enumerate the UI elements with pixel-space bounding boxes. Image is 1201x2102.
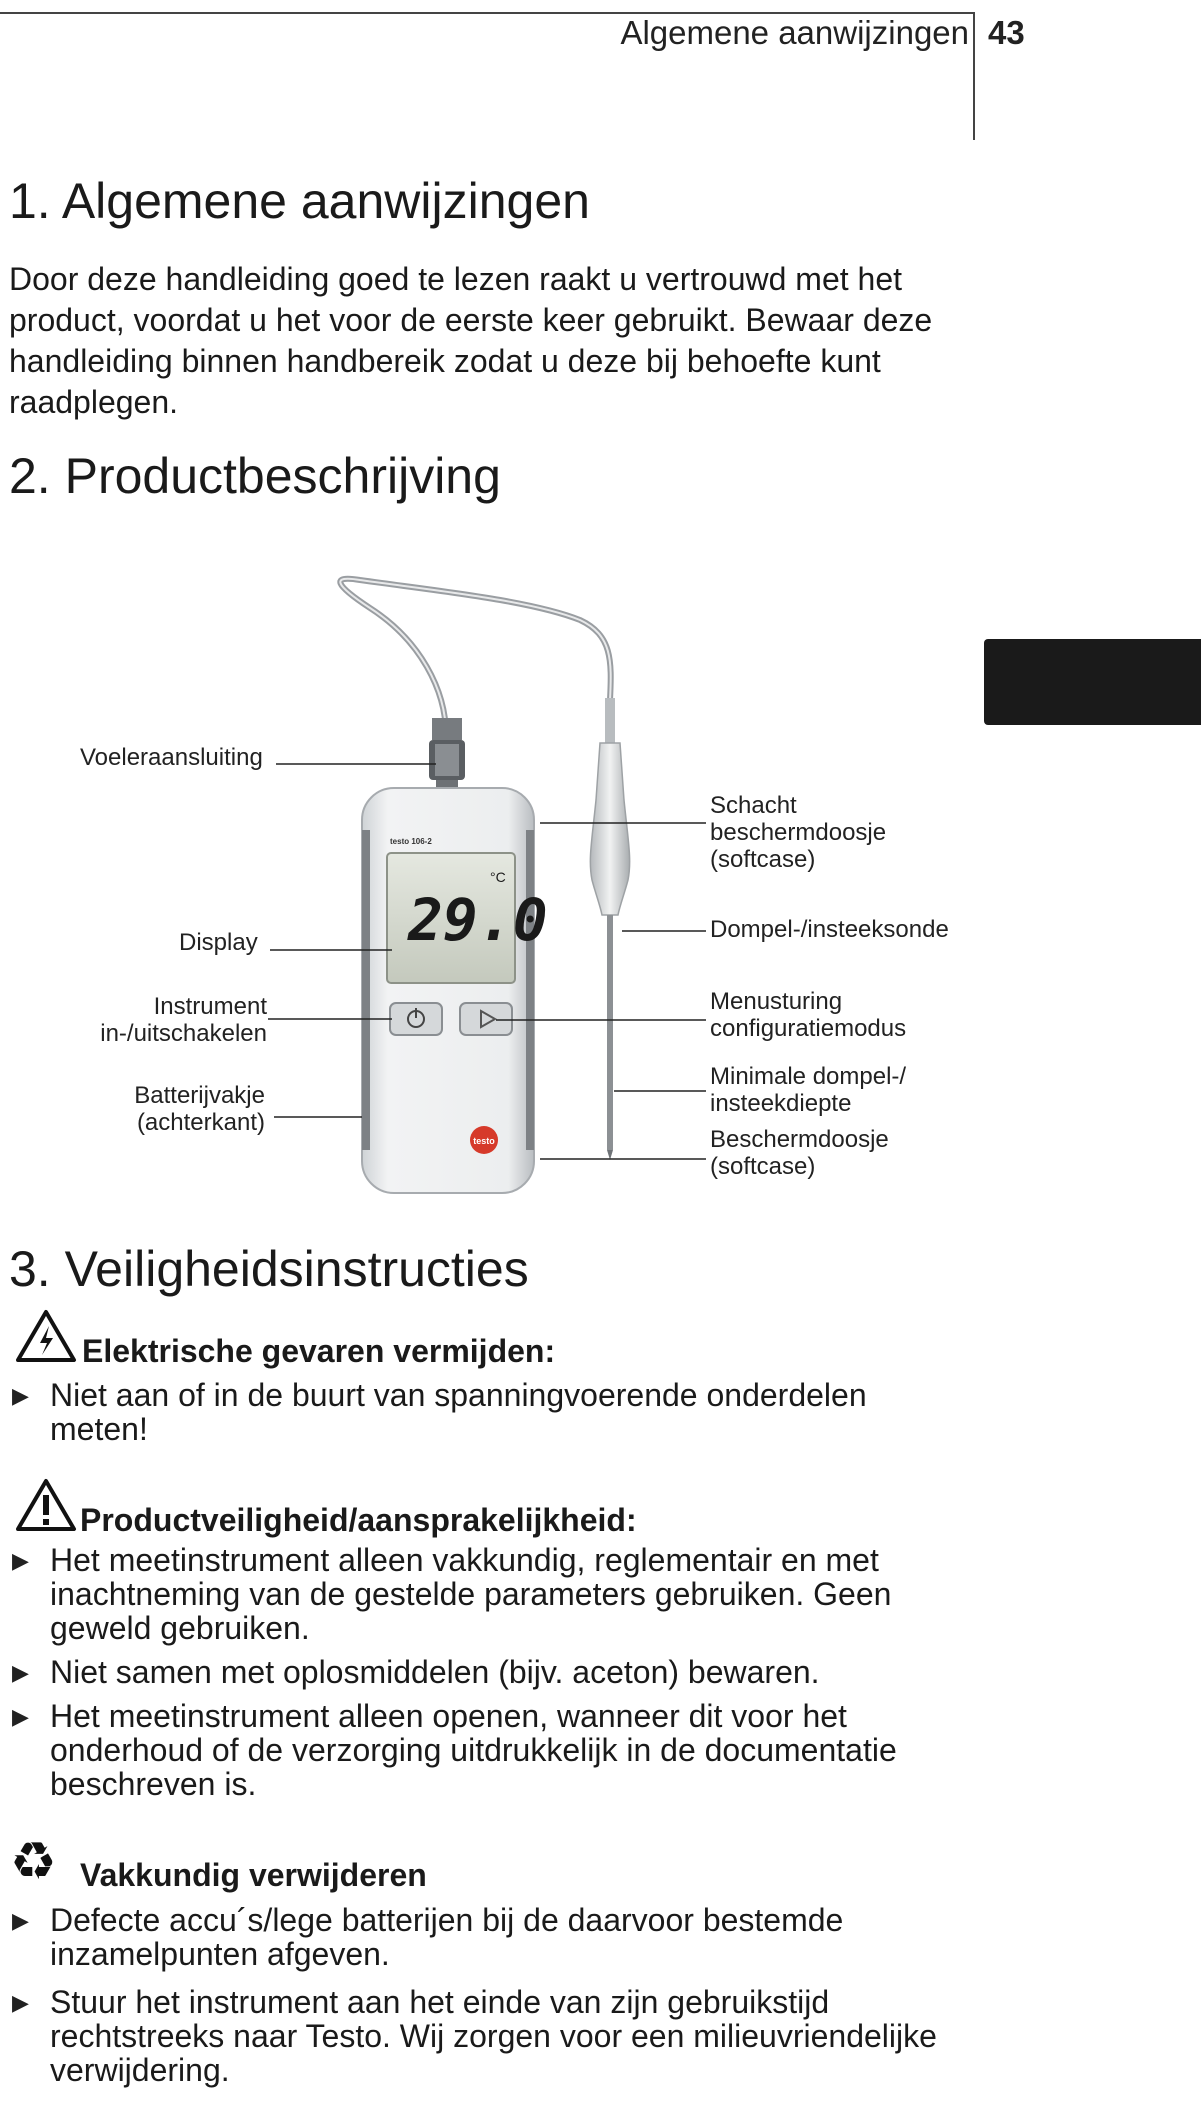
section-1-paragraph — [9, 259, 979, 423]
list-item: Defecte accu´s/lege batterijen bij de daarvoor bestemde inzamelpunten afgeven. — [50, 1902, 844, 1972]
bullet-icon: ▶ — [12, 1548, 29, 1573]
label-instrument: Instrument in-/uitschakelen — [100, 993, 267, 1047]
list-item: Niet samen met oplosmiddelen (bijv. aceton) bewaren. — [50, 1654, 820, 1690]
label-schacht-beschermdoosje: Schacht beschermdoosje (softcase) — [710, 792, 887, 873]
header-divider — [973, 12, 975, 140]
chapter-tab-marker — [984, 639, 1201, 725]
section-1-heading: 1. Algemene aanwijzingen — [9, 173, 590, 229]
lcd-unit: °C — [490, 869, 506, 885]
list-item: Niet aan of in de buurt van spanningvoerende onderdelen meten! — [50, 1377, 867, 1447]
svg-text:testo: testo — [473, 1136, 495, 1146]
svg-text:testo 106-2: testo 106-2 — [390, 837, 432, 846]
bullet-icon: ▶ — [12, 1383, 29, 1408]
disposal-title: Vakkundig verwijderen — [80, 1857, 427, 1893]
electrical-hazard-title: Elektrische gevaren vermijden: — [82, 1333, 556, 1369]
label-dompel-insteeksonde: Dompel-/insteeksonde — [710, 916, 949, 943]
menu-button — [460, 1003, 512, 1035]
bullet-icon: ▶ — [12, 1704, 29, 1729]
bullet-icon: ▶ — [12, 1660, 29, 1685]
thermometer-device — [362, 788, 548, 1193]
label-voeleraansluiting: Voeleraansluiting — [80, 744, 263, 771]
paragraph-line: product, voordat u het voor de eerste keer gebruikt. Bewaar deze — [9, 302, 933, 338]
label-display: Display — [179, 929, 258, 956]
warning-icon — [14, 1477, 78, 1533]
recycle-icon: ♻ — [10, 1832, 57, 1892]
section-2-heading: 2. Productbeschrijving — [9, 448, 501, 504]
bullet-icon: ▶ — [12, 1908, 29, 1933]
running-header-title: Algemene aanwijzingen — [620, 14, 969, 51]
bullet-icon: ▶ — [12, 1990, 29, 2015]
list-item: Stuur het instrument aan het einde van zijn gebruikstijd rechtstreeks naar Testo. Wij zorgen voor een milieuvriendelijke verwijdering. — [50, 1984, 937, 2088]
label-menusturing: Menusturing configuratiemodus — [710, 988, 907, 1042]
paragraph-line: handleiding binnen handbereik zodat u deze bij behoefte kunt — [9, 343, 881, 379]
lcd-reading: 29.0 — [408, 886, 548, 954]
label-beschermdoosje: Beschermdoosje (softcase) — [710, 1126, 889, 1180]
list-item: Het meetinstrument alleen vakkundig, reglementair en met inachtneming van de gestelde parameters gebruiken. Geen geweld gebruiken. — [50, 1542, 892, 1646]
probe-cable — [340, 579, 610, 770]
probe-connector — [429, 718, 465, 790]
label-minimale-dompeldiepte: Minimale dompel-/ insteekdiepte — [710, 1063, 907, 1117]
page-number: 43 — [988, 14, 1025, 51]
paragraph-line: raadplegen. — [9, 384, 179, 420]
list-item: Het meetinstrument alleen openen, wanneer dit voor het onderhoud of de verzorging uitdrukkelijk in de documentatie beschreven is. — [50, 1698, 897, 1802]
product-safety-title: Productveiligheid/aansprakelijkheid: — [80, 1502, 637, 1538]
power-button — [390, 1003, 442, 1035]
paragraph-line: Door deze handleiding goed te lezen raakt u vertrouwd met het — [9, 261, 902, 297]
electrical-warning-icon — [14, 1308, 78, 1364]
label-batterijvakje: Batterijvakje (achterkant) — [134, 1082, 265, 1136]
section-3-heading: 3. Veiligheidsinstructies — [9, 1241, 529, 1297]
